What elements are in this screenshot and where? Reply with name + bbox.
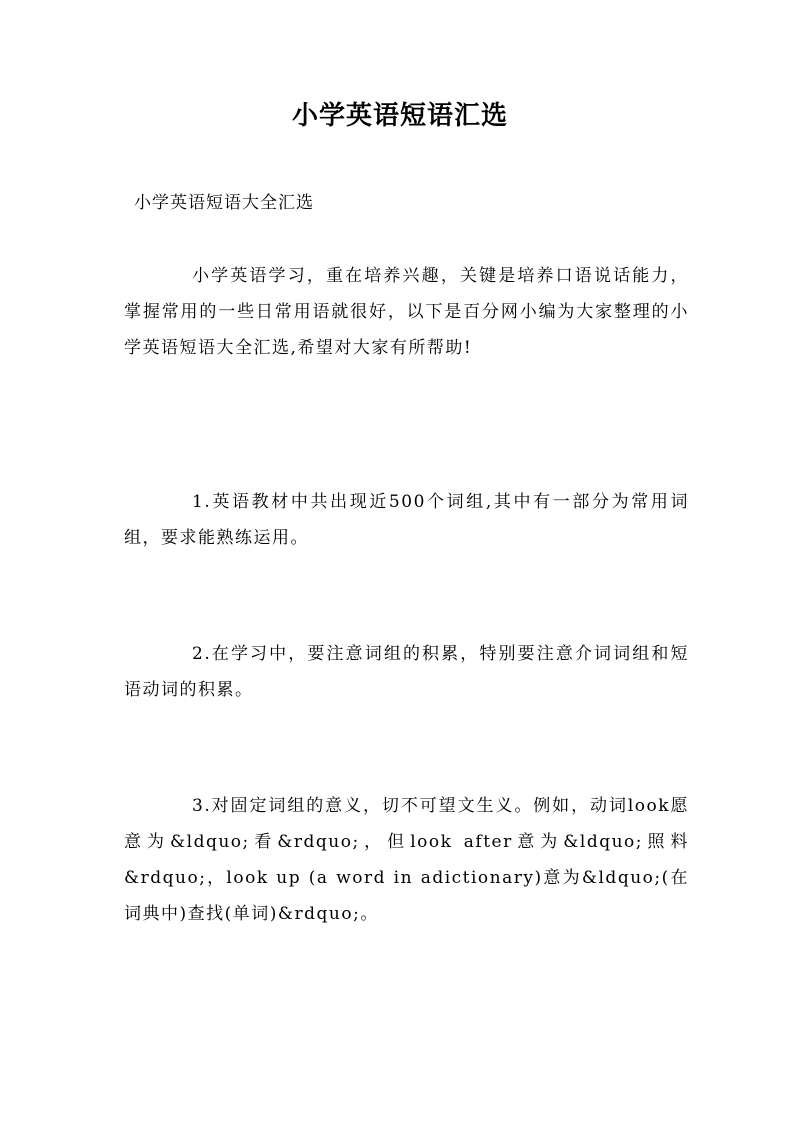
paragraph-2: 2.在学习中，要注意词组的积累，特别要注意介词词组和短语动词的积累。 [124,644,689,700]
paragraph-1: 1.英语教材中共出现近500个词组,其中有一部分为常用词组，要求能熟练运用。 [124,492,689,548]
document-title: 小学英语短语汇选 [291,101,508,131]
paragraph-3: 3.对固定词组的意义，切不可望文生义。例如，动词look愿意为&ldquo;看&rdquo;，但look after意为&ldquo;照料&rdquo;，look up (a word in adictionary)意为&ldquo;(在词典中)查找(单词)&rdquo;。 [124,796,689,924]
intro-paragraph: 小学英语学习，重在培养兴趣，关键是培养口语说话能力，掌握常用的一些日常用语就很好，以下是百分网小编为大家整理的小学英语短语大全汇选,希望对大家有所帮助! [124,266,689,358]
document-subtitle: 小学英语短语大全汇选 [134,193,314,213]
